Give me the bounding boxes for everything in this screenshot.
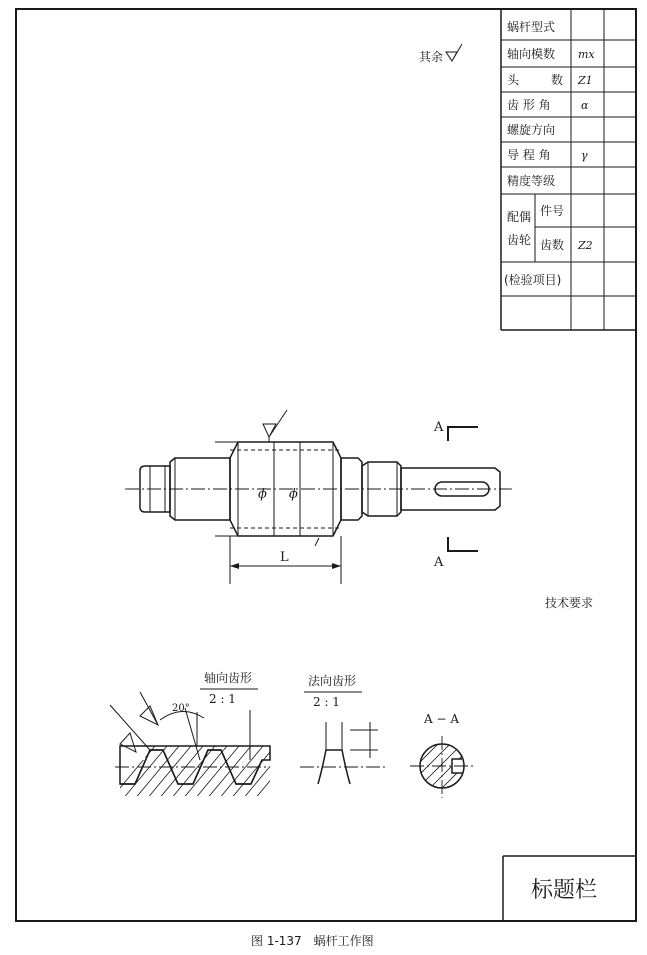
section-a-a-title: A − A: [424, 712, 460, 726]
normal-profile-scale: 2 : 1: [313, 695, 340, 709]
mating-part-no-label: 件号: [540, 204, 565, 218]
spec-table: [501, 9, 636, 330]
section-marker-bottom-letter: A: [434, 555, 444, 570]
section-a-a-view: [410, 712, 476, 798]
drawing-border: [16, 9, 636, 921]
mating-teeth-label: 齿数: [540, 238, 565, 252]
diameter-symbol-1: ϕ: [258, 487, 267, 502]
normal-profile-title: 法向齿形: [308, 674, 357, 688]
roughness-symbol-icon: [446, 44, 462, 61]
diameter-symbol-2: ϕ: [289, 487, 298, 502]
section-marker-top-letter: A: [434, 420, 444, 435]
technical-requirements-heading: 技术要求: [545, 596, 594, 610]
axial-tooth-profile: [110, 670, 304, 800]
axial-profile-scale: 2 : 1: [209, 692, 236, 706]
mating-gear-label-line1: 配偶: [507, 210, 532, 224]
row-label-profile-angle: 齿 形 角: [507, 98, 551, 112]
row-label-helix-direction: 螺旋方向: [507, 123, 556, 137]
row-label-accuracy-grade: 精度等级: [507, 174, 556, 188]
title-block: [503, 856, 636, 921]
symbol-profile-angle: α: [581, 99, 589, 112]
row-label-lead-angle: 导 程 角: [507, 148, 551, 162]
axial-profile-title: 轴向齿形: [204, 671, 253, 685]
title-block-label: 标题栏: [531, 878, 598, 903]
length-dimension-label: L: [280, 550, 289, 565]
symbol-mating-teeth: Z2: [578, 239, 593, 252]
inspection-items-label: (检验项目): [504, 273, 562, 287]
row-label-starts: 头 数: [507, 73, 563, 87]
row-label-worm-type: 蜗杆型式: [507, 20, 556, 34]
worm-shaft-main-view: [125, 410, 512, 584]
symbol-axial-module: mx: [578, 48, 595, 61]
symbol-lead-angle: γ: [581, 149, 588, 162]
figure-caption: 图 1-137 蜗杆工作图: [251, 934, 374, 948]
surface-note-text: 其余: [419, 50, 444, 64]
normal-tooth-profile: [300, 673, 385, 784]
axial-profile-angle: 20°: [172, 703, 190, 714]
thread-roughness-icon: [263, 410, 287, 437]
surface-roughness-note: [419, 44, 462, 64]
mating-gear-label-line2: 齿轮: [507, 233, 532, 247]
row-label-axial-module: 轴向模数: [507, 47, 556, 61]
symbol-starts: Z1: [578, 74, 593, 87]
